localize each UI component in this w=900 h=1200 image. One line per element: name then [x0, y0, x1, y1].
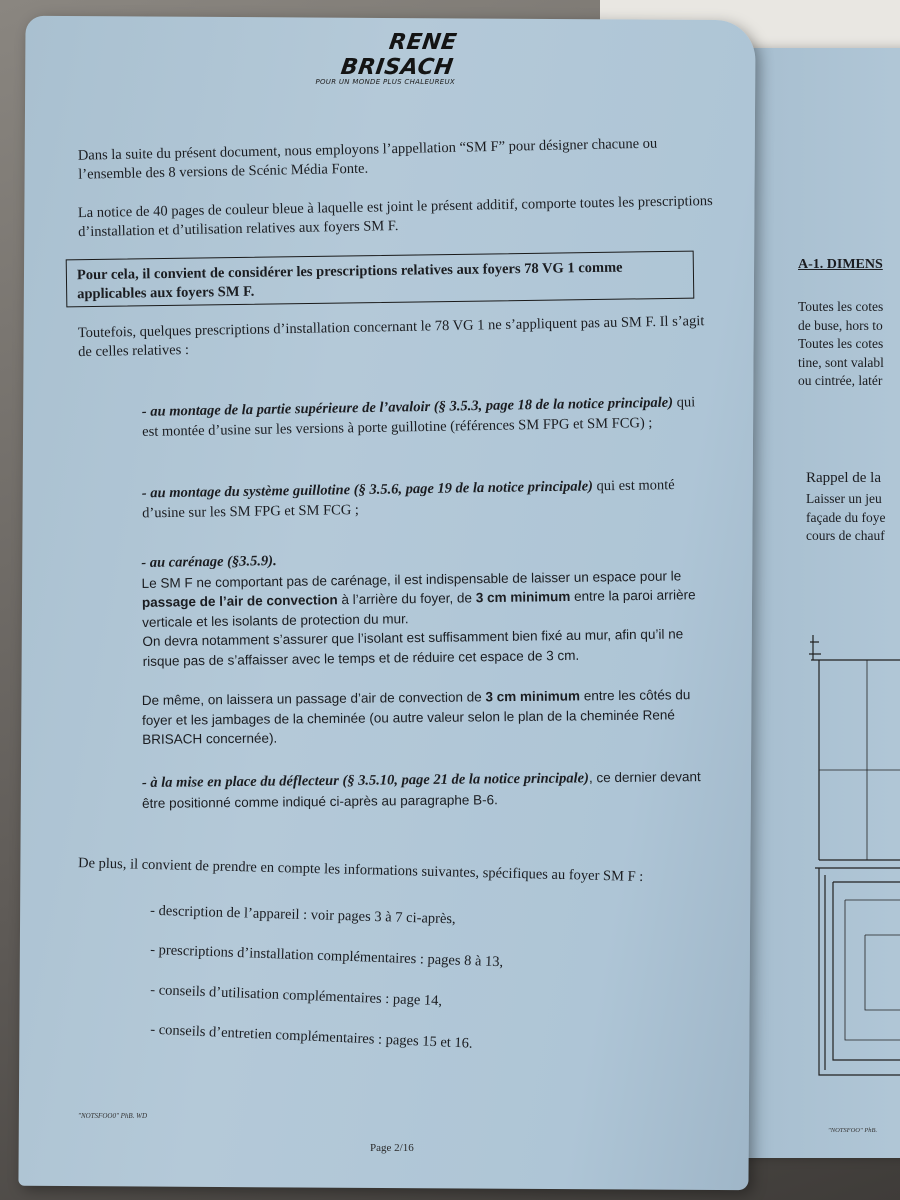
right-page-text-2 — [806, 490, 885, 546]
right-line: ou cintrée, latér — [798, 373, 883, 388]
item-text: On devra notamment s’assurer que l’isolant est suffisamment bien fixé au mur, afin qu’il ne risque pas de s’affaisser avec le temps et de réduire cet espace de 3 cm. — [142, 626, 684, 669]
info-list-item: - description de l’appareil : voir pages 3 à 7 ci-après, — [149, 902, 456, 928]
text-run-bold: 3 cm minimum — [475, 588, 571, 606]
item-title: - au montage de la partie supérieure de l’avaloir (§ 3.5.3, page 18 de la notice principale) — [141, 394, 674, 420]
document-reference: "NOTSFOO0" PhB. WD — [78, 1112, 148, 1120]
item-title: - à la mise en place du déflecteur (§ 3.5.10, page 21 de la notice principale) — [141, 770, 589, 791]
item-text — [141, 566, 707, 632]
item-text: , ce dernier devant être positionné comme indiqué ci-après au paragraphe B-6. — [142, 769, 701, 811]
brand-name: RENE BRISACH — [339, 30, 459, 80]
intro-paragraph-2: La notice de 40 pages de couleur bleue à laquelle est joint le présent additif, comporte toutes les prescriptions d’installation et d’utilisation relatives aux foyers SM F. — [77, 192, 713, 241]
right-line: Laisser un jeu — [806, 491, 882, 506]
text-run: Le SM F ne comportant pas de carénage, il est indispensable de laisser un espace pour le — [141, 567, 682, 591]
right-page-text-1 — [798, 298, 884, 391]
text-run: à l’arrière du foyer, de — [337, 590, 476, 608]
right-line: Toutes les cotes — [798, 336, 884, 351]
item-text: qui est monté d’usine sur les SM FPG et SM FCG ; — [142, 477, 675, 521]
however-paragraph: Toutefois, quelques prescriptions d’installation concernant le 78 VG 1 ne s’appliquent pas au SM F. Il s’agit de celles relatives : — [77, 313, 705, 361]
intro-paragraph-1: Dans la suite du présent document, nous employons l’appellation “SM F” pour désigner chacune ou l’ensemble des 8 versions de Scénic Média Fonte. — [77, 135, 658, 183]
boxed-notice: Pour cela, il convient de considérer les prescriptions relatives aux foyers 78 VG 1 comme applicables aux foyers SM F. — [66, 251, 695, 308]
text-run-bold: passage de l’air de convection — [141, 592, 338, 610]
info-list — [149, 902, 670, 1074]
additional-paragraph: De plus, il convient de prendre en compte les informations suivantes, spécifiques au foyer SM F : — [77, 855, 644, 885]
right-line: tine, sont valabl — [798, 354, 884, 370]
right-line: Toutes les cotes — [798, 299, 884, 314]
info-list-item: - conseils d’utilisation complémentaires : page 14, — [149, 982, 443, 1010]
list-item-deflecteur — [142, 767, 707, 813]
text-run-bold: 3 cm minimum — [485, 688, 581, 705]
text-run: De même, on laissera un passage d’air de convection de — [141, 689, 486, 708]
right-line: façade du foye — [806, 509, 886, 525]
right-line: de buse, hors to — [798, 317, 883, 333]
text-run: entre la paroi arrière verticale et les isolants de protection du mur. — [142, 587, 696, 630]
brand-tagline: POUR UN MONDE PLUS CHALEUREUX — [315, 78, 455, 86]
brand-logo — [305, 30, 459, 86]
fireplace-drawing — [805, 630, 900, 1080]
info-list-item: - conseils d’entretien complémentaires : pages 15 et 16. — [150, 1021, 473, 1052]
item-title: - au montage du système guillotine (§ 3.5.6, page 19 de la notice principale) — [141, 478, 594, 502]
item-title: - au carénage (§3.5.9). — [141, 553, 277, 571]
page-number: Page 2/16 — [370, 1142, 414, 1154]
list-item-convection — [142, 685, 708, 749]
right-page-heading: A-1. DIMENS — [798, 257, 883, 272]
right-page-rappel: Rappel de la — [806, 470, 881, 486]
list-item-carenage — [141, 546, 708, 671]
info-list-item: - prescriptions d’installation complémentaires : pages 8 à 13, — [149, 941, 504, 971]
item-text: qui est montée d’usine sur les versions à porte guillotine (références SM FPG et SM FCG) ; — [142, 394, 696, 440]
right-page-footer: "NOTSFOO" PhB. — [828, 1127, 878, 1134]
text-run: entre les côtés du foyer et les jambages de la cheminée (ou autre valeur selon le plan de la cheminée René BRISACH concernée). — [141, 687, 691, 747]
right-line: cours de chauf — [806, 528, 885, 543]
